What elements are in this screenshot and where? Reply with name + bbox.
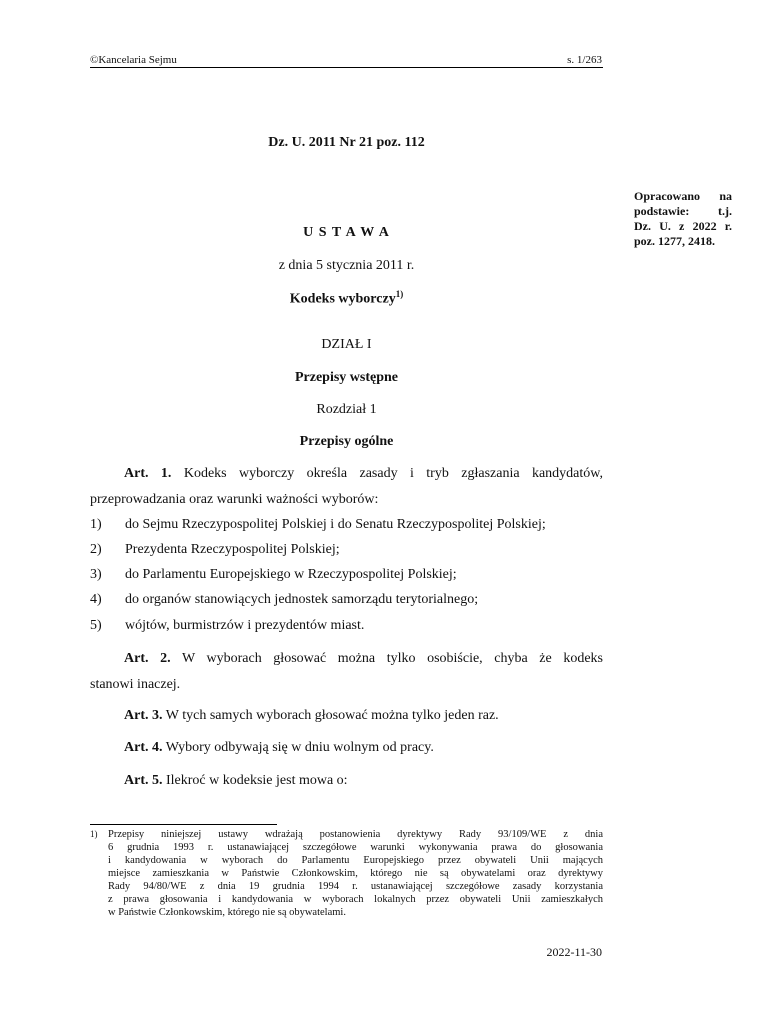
list-item-number: 2): [90, 542, 102, 557]
list-item-text: do Parlamentu Europejskiego w Rzeczypospolitej Polskiej;: [125, 567, 457, 582]
article-text: Ilekroć w kodeksie jest mowa o:: [166, 773, 348, 788]
side-note-line: Opracowano na: [634, 189, 732, 203]
article-4: [90, 735, 603, 761]
footnote-line: miejsce zamieszkania w Państwie Członkowskim, którego nie są obywatelami oraz dyrektywy: [108, 868, 603, 879]
chapter-title: Przepisy ogólne: [299, 434, 394, 449]
article-text: przeprowadzania oraz warunki ważności wyborów:: [90, 492, 379, 507]
doc-reference: Dz. U. 2011 Nr 21 poz. 112: [268, 135, 425, 150]
article-text: Kodeks wyborczy określa zasady i tryb zgłaszania kandydatów,: [183, 466, 603, 481]
act-title: [90, 289, 603, 308]
article-label: Art. 1.: [124, 466, 172, 481]
footnote-text: [108, 828, 603, 919]
article-text: Wybory odbywają się w dniu wolnym od pracy.: [165, 740, 434, 755]
list-item-number: 4): [90, 592, 102, 607]
page-number: s. 1/263: [567, 54, 602, 66]
act-title-text: Kodeks wyborczy: [289, 291, 396, 307]
list-item-text: do organów stanowiących jednostek samorządu terytorialnego;: [125, 592, 479, 607]
article-label: Art. 3.: [124, 708, 163, 723]
division-heading: DZIAŁ I: [321, 337, 372, 352]
footnote-line: z prawa głosowania i kandydowania w wyborach lokalnych przez obywateli Unii zamieszkałych: [108, 894, 603, 905]
list-item-number: 3): [90, 567, 102, 582]
article-text: W wyborach głosować można tylko osobiście, chyba że kodeks: [181, 651, 603, 666]
article-label: Art. 2.: [124, 651, 171, 666]
footnote-ref: 1): [395, 289, 404, 299]
footnote-line: w Państwie Członkowskim, którego nie są obywatelami.: [108, 907, 346, 918]
footnote-divider: [90, 824, 277, 825]
list-item-text: do Sejmu Rzeczypospolitej Polskiej i do Senatu Rzeczypospolitej Polskiej;: [125, 517, 546, 532]
article-3: [90, 703, 603, 729]
list-item-text: wójtów, burmistrzów i prezydentów miast.: [125, 618, 365, 633]
footnote-line: Rady 94/80/WE z dnia 19 grudnia 1994 r. ustanawiającej szczegółowe zasady korzystania: [108, 881, 603, 892]
chapter-heading: Rozdział 1: [316, 402, 377, 417]
article-label: Art. 4.: [124, 740, 163, 755]
side-note-line: podstawie: t.j.: [634, 204, 732, 218]
footnote-line: 6 grudnia 1993 r. ustanawiającej szczegółowe warunki wykonywania prawa do głosowania: [108, 842, 603, 853]
article-1: [90, 461, 603, 513]
footer-date: 2022-11-30: [546, 945, 602, 959]
act-date: z dnia 5 stycznia 2011 r.: [278, 258, 415, 273]
footnote-line: Przepisy niniejszej ustawy wdrażają postanowienia dyrektywy Rady 93/109/WE z dnia: [108, 829, 603, 840]
side-note-line: Dz. U. z 2022 r.: [634, 219, 732, 233]
article-text: stanowi inaczej.: [90, 677, 181, 692]
side-note: [634, 189, 732, 249]
side-note-line: poz. 1277, 2418.: [634, 234, 715, 248]
article-label: Art. 5.: [124, 773, 163, 788]
header-divider: [90, 67, 603, 68]
article-text: W tych samych wyborach głosować można tylko jeden raz.: [165, 708, 499, 723]
footnote-line: i kandydowania w wyborach do Parlamentu Europejskiego przez obywateli Unii mających: [108, 855, 603, 866]
article-5: [90, 768, 603, 794]
act-type: U S T A W A: [303, 225, 390, 240]
article-2: [90, 646, 603, 698]
list-item-number: 5): [90, 618, 102, 633]
list-item-number: 1): [90, 517, 102, 532]
division-title: Przepisy wstępne: [294, 370, 399, 385]
footnote-mark: 1): [90, 829, 98, 839]
list-item-text: Prezydenta Rzeczypospolitej Polskiej;: [125, 542, 340, 557]
header-source: ©Kancelaria Sejmu: [90, 54, 177, 66]
